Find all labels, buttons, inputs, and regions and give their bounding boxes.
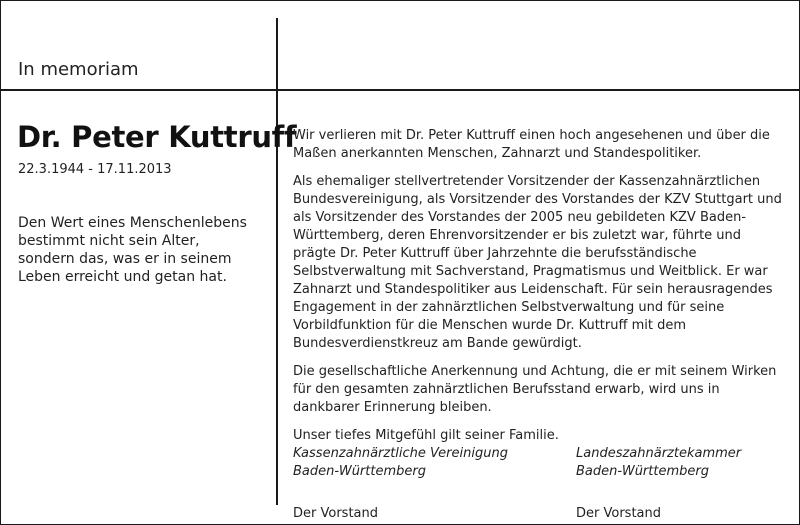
life-dates: 22.3.1944 - 17.11.2013 [18, 162, 172, 177]
horizontal-divider [0, 89, 800, 91]
memorial-quote [18, 214, 270, 286]
signature-org-line: Landeszahnärztekammer [576, 446, 742, 461]
paragraph-career: Als ehemaliger stellvertretender Vorsitzender der Kassenzahnärztlichen Bundesvereinigung, als Vorsitzender des Vorstandes der KZV Stuttgart und als Vorsitzender des Vorstandes der 2005 neu gebildeten KZV Baden-Württemberg, deren Ehrenvorsitzender er bis zuletzt war, führte und prägte Dr. Peter Kuttruff über Jahrzehnte die berufsständische Selbstverwaltung mit Sachverstand, Pragmatismus und Weitblick. Er war Zahnarzt und Standespolitiker aus Leidenschaft. Für sein herausragendes Engagement in der zahnärztlichen Selbstverwaltung und für seine Vorbildfunktion für die Menschen wurde Dr. Kuttruff mit dem Bundesverdienstkreuz am Bande gewürdigt. [293, 174, 782, 351]
in-memoriam-heading: In memoriam [18, 59, 139, 80]
quote-line: Leben erreicht und getan hat. [18, 269, 227, 285]
signature-kzv [293, 445, 508, 523]
quote-line: bestimmt nicht sein Alter, [18, 233, 200, 249]
signature-org-line: Baden-Württemberg [293, 464, 426, 479]
signature-org-line: Kassenzahnärztliche Vereinigung [293, 446, 508, 461]
signature-board: Der Vorstand [576, 506, 661, 521]
signature-board: Der Vorstand [293, 506, 378, 521]
paragraph-condolence: Unser tiefes Mitgefühl gilt seiner Familie. [293, 428, 559, 443]
signature-lzk [576, 445, 741, 523]
obituary-text [293, 127, 785, 455]
paragraph-intro: Wir verlieren mit Dr. Peter Kuttruff einen hoch angesehenen und über die Maßen anerkannten Menschen, Zahnarzt und Standespolitiker. [293, 128, 770, 161]
quote-line: Den Wert eines Menschenlebens [18, 215, 247, 231]
signature-org-line: Baden-Württemberg [576, 464, 709, 479]
vertical-divider [276, 18, 278, 505]
paragraph-recognition: Die gesellschaftliche Anerkennung und Achtung, die er mit seinem Wirken für den gesamten zahnärztlichen Berufsstand erwarb, wird uns in dankbarer Erinnerung bleiben. [293, 364, 777, 415]
quote-line: sondern das, was er in seinem [18, 251, 232, 267]
deceased-name: Dr. Peter Kuttruff [17, 120, 297, 154]
